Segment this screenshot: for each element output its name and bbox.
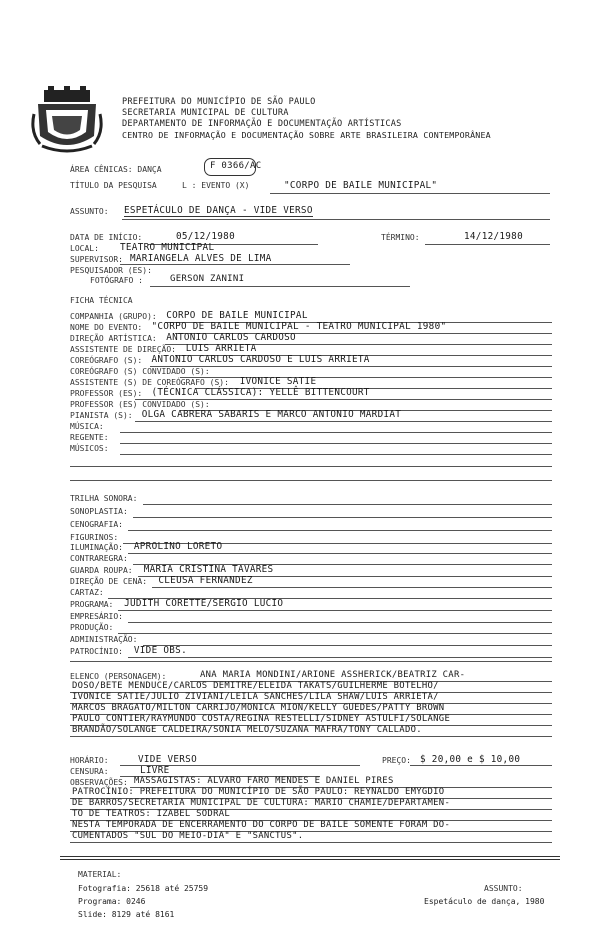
material-programa: Programa: 0246: [78, 897, 146, 906]
supervisor-label: SUPERVISOR:: [70, 255, 123, 264]
ficha2-underline: [143, 504, 552, 505]
ficha-underline: [135, 421, 552, 422]
ficha-value: CORPO DE BAILE MUNICIPAL: [166, 310, 308, 321]
termino-value: 14/12/1980: [464, 231, 523, 242]
preco-value: $ 20,00 e $ 10,00: [420, 754, 521, 765]
code-value: F 0366/AC: [210, 161, 262, 171]
assunto-footer-label: ASSUNTO:: [484, 884, 523, 893]
ficha-value: OLGA CABRERA SABARIS E MARCO ANTONIO MARDIAT: [141, 409, 402, 420]
header-line-2: SECRETARIA MUNICIPAL DE CULTURA: [122, 108, 289, 118]
ficha2-underline: [133, 517, 552, 518]
ficha2-label: TRILHA SONORA:: [70, 494, 138, 503]
ficha2-underline: [118, 633, 552, 634]
local-value: TEATRO MUNICIPAL: [120, 242, 215, 253]
ficha-label: PIANISTA (S):: [70, 411, 133, 420]
elenco-line: PAULO CONTIER/RAYMUNDO COSTA/REGINA RESTELLI/SIDNEY ASTULFI/SOLANGE: [72, 714, 451, 724]
ficha-label: MÚSICOS:: [70, 444, 109, 453]
ficha2-value: APROLINO LORETO: [133, 541, 223, 552]
ficha2-underline: [128, 657, 552, 658]
assunto-label: ASSUNTO:: [70, 207, 109, 216]
local-label: LOCAL:: [70, 244, 99, 253]
pesquisa-label: TÍTULO DA PESQUISA: [70, 181, 157, 190]
assunto-footer-value: Espetáculo de dança, 1980: [424, 897, 545, 906]
observacao-line: MASSAGISTAS: ALVARO FARO MENDES E DANIEL PIRES: [134, 776, 394, 786]
fotografo-value: GERSON ZANINI: [170, 274, 245, 284]
elenco-line: IVONICE SATIE/JULIO ZIVIANI/LEILA SANCHES/LILA SHAW/LUIS ARRIETA/: [72, 692, 439, 702]
supervisor-value: MARIANGELA ALVES DE LIMA: [130, 253, 272, 264]
ficha-label: REGENTE:: [70, 433, 109, 442]
censura-label: CENSURA:: [70, 767, 109, 776]
material-label: MATERIAL:: [78, 870, 122, 879]
ficha2-underline: [128, 530, 552, 531]
pesquisa-value: "CORPO DE BAILE MUNICIPAL": [284, 180, 438, 191]
ficha-value: LUIS ARRIETA: [185, 343, 257, 354]
fotografo-label: FOTÓGRAFO :: [90, 276, 143, 285]
observacao-line: TO DE TEATROS: IZABEL SODRAL: [72, 809, 231, 819]
inicio-value: 05/12/1980: [176, 231, 235, 242]
observacao-line: DE BARROS/SECRETARIA MUNICIPAL DE CULTURA: MARIO CHAMIE/DEPARTAMEN-: [72, 798, 451, 808]
observacao-line: NESTA TEMPORADA DE ENCERRAMENTO DO CORPO DE BAILE SOMENTE FORAM DO-: [72, 820, 451, 830]
ficha2-value: JUDITH CORETTE/SERGIO LUCIO: [124, 598, 284, 609]
ficha-value: ANTONIO CARLOS CARDOSO E LUIS ARRIETA: [151, 354, 370, 365]
ficha-label: PROFESSOR (ES):: [70, 389, 143, 398]
ficha-label: ASSISTENTE DE DIREÇÃO:: [70, 345, 176, 354]
ficha2-label: PRODUÇÃO:: [70, 623, 114, 632]
header-line-3: DEPARTAMENTO DE INFORMAÇÃO E DOCUMENTAÇÃO ARTÍSTICAS: [122, 119, 402, 129]
ficha-label: MÚSICA:: [70, 422, 104, 431]
assunto-value: ESPETÁCULO DE DANÇA - VIDE VERSO: [124, 205, 313, 216]
preco-label: PREÇO:: [382, 756, 411, 765]
ficha-value: IVONICE SATIE: [239, 376, 317, 387]
area-label: ÁREA CÊNICAS: DANÇA: [70, 165, 162, 174]
pesquisa-options: L : EVENTO (X): [182, 181, 250, 190]
ficha-underline: [120, 443, 552, 444]
ficha2-underline: [152, 587, 552, 588]
ficha2-label: DIREÇÃO DE CENA:: [70, 577, 148, 586]
ficha-underline: [120, 432, 552, 433]
ficha2-label: CENOGRAFIA:: [70, 520, 123, 529]
ficha-value: "CORPO DE BAILE MUNICIPAL - TEATRO MUNICIPAL 1980": [151, 321, 447, 332]
header-line-4: CENTRO DE INFORMAÇÃO E DOCUMENTAÇÃO SOBRE ARTE BRASILEIRA CONTEMPORÂNEA: [122, 130, 491, 140]
elenco-line: ANA MARIA MONDINI/ARIONE ASSHERICK/BEATRIZ CAR-: [200, 670, 466, 680]
material-slide: Slide: 8129 até 8161: [78, 910, 175, 919]
ficha-underline: [150, 366, 552, 367]
observacoes-label: OBSERVAÇÕES:: [70, 778, 128, 787]
ficha2-label: FIGURINOS:: [70, 533, 119, 542]
blank-line: [70, 480, 552, 481]
ficha-label: COREÓGRAFO (S) CONVIDADO (S):: [70, 367, 210, 376]
ficha2-value: VIDE OBS.: [133, 645, 187, 656]
censura-value: LIVRE: [140, 765, 170, 776]
observacao-underline: [70, 842, 552, 843]
elenco-label: ELENCO (PERSONAGEM):: [70, 672, 167, 681]
blank-line: [70, 661, 552, 662]
ficha2-value: CLEUSA FERNANDEZ: [158, 575, 253, 586]
horario-label: HORÁRIO:: [70, 756, 109, 765]
elenco-line: BRANDÃO/SOLANGE CALDEIRA/SONIA MELO/SUZANA MAFRA/TONY CALLADO.: [72, 725, 422, 735]
ficha2-label: ADMINISTRAÇÃO:: [70, 635, 138, 644]
ficha-underline: [120, 454, 552, 455]
elenco-line: DOSO/BETE MENDUCE/CARLOS DEMITRE/ELEIDA TAKATS/GUILHERME BOTELHO/: [72, 681, 439, 691]
ficha2-underline: [128, 553, 552, 554]
ficha-value: ANTONIO CARLOS CARDOSO: [166, 332, 296, 343]
ficha2-label: EMPRESÁRIO:: [70, 612, 123, 621]
ficha2-label: PATROCÍNIO:: [70, 647, 123, 656]
horario-value: VIDE VERSO: [138, 754, 197, 765]
ficha-label: PROFESSOR (ES) CONVIDADO (S):: [70, 400, 210, 409]
ficha2-label: CONTRAREGRA:: [70, 554, 128, 563]
header-line-1: PREFEITURA DO MUNICÍPIO DE SÃO PAULO: [122, 97, 316, 107]
elenco-line: MARCOS BRAGATO/MILTON CARRIJO/MONICA MION/KELLY GUEDES/PATTY BROWN: [72, 703, 445, 713]
ficha2-value: MARIA CRISTINA TAVARES: [143, 564, 274, 575]
ficha2-underline: [128, 622, 552, 623]
ficha2-label: SONOPLASTIA:: [70, 507, 128, 516]
observacao-line: PATROCÍNIO: PREFEITURA DO MUNICÍPIO DE SÃO PAULO: REYNALDO EMYGDIO: [72, 787, 445, 797]
pesquisador-label: PESQUISADOR (ES):: [70, 266, 152, 275]
ficha-label: ASSISTENTE (S) DE COREÓGRAFO (S):: [70, 378, 229, 387]
ficha-label: DIREÇÃO ARTÍSTICA:: [70, 334, 157, 343]
termino-label: TÉRMINO:: [381, 233, 420, 242]
blank-line: [70, 466, 552, 467]
elenco-underline: [70, 736, 552, 737]
ficha2-label: GUARDA ROUPA:: [70, 566, 133, 575]
ficha2-label: CARTAZ:: [70, 588, 104, 597]
ficha2-underline: [118, 610, 552, 611]
ficha-title: FICHA TÉCNICA: [70, 296, 133, 305]
observacao-line: CUMENTADOS "SUL DO MEIO-DIA" E "SANCTUS".: [72, 831, 304, 841]
ficha2-label: ILUMINAÇÃO:: [70, 543, 123, 552]
ficha-label: COMPANHIA (GRUPO):: [70, 312, 157, 321]
inicio-label: DATA DE INÍCIO:: [70, 233, 143, 242]
ficha2-label: PROGRAMA:: [70, 600, 114, 609]
material-fotografia: Fotografia: 25618 até 25759: [78, 884, 209, 893]
ficha2-underline: [143, 645, 552, 646]
ficha-label: NOME DO EVENTO:: [70, 323, 143, 332]
ficha-underline: [180, 377, 552, 378]
coat-of-arms-logo: [30, 84, 104, 154]
ficha-value: (TÉCNICA CLÁSSICA): YELLÊ BITTENCOURT: [151, 387, 370, 398]
ficha-label: COREÓGRAFO (S):: [70, 356, 143, 365]
